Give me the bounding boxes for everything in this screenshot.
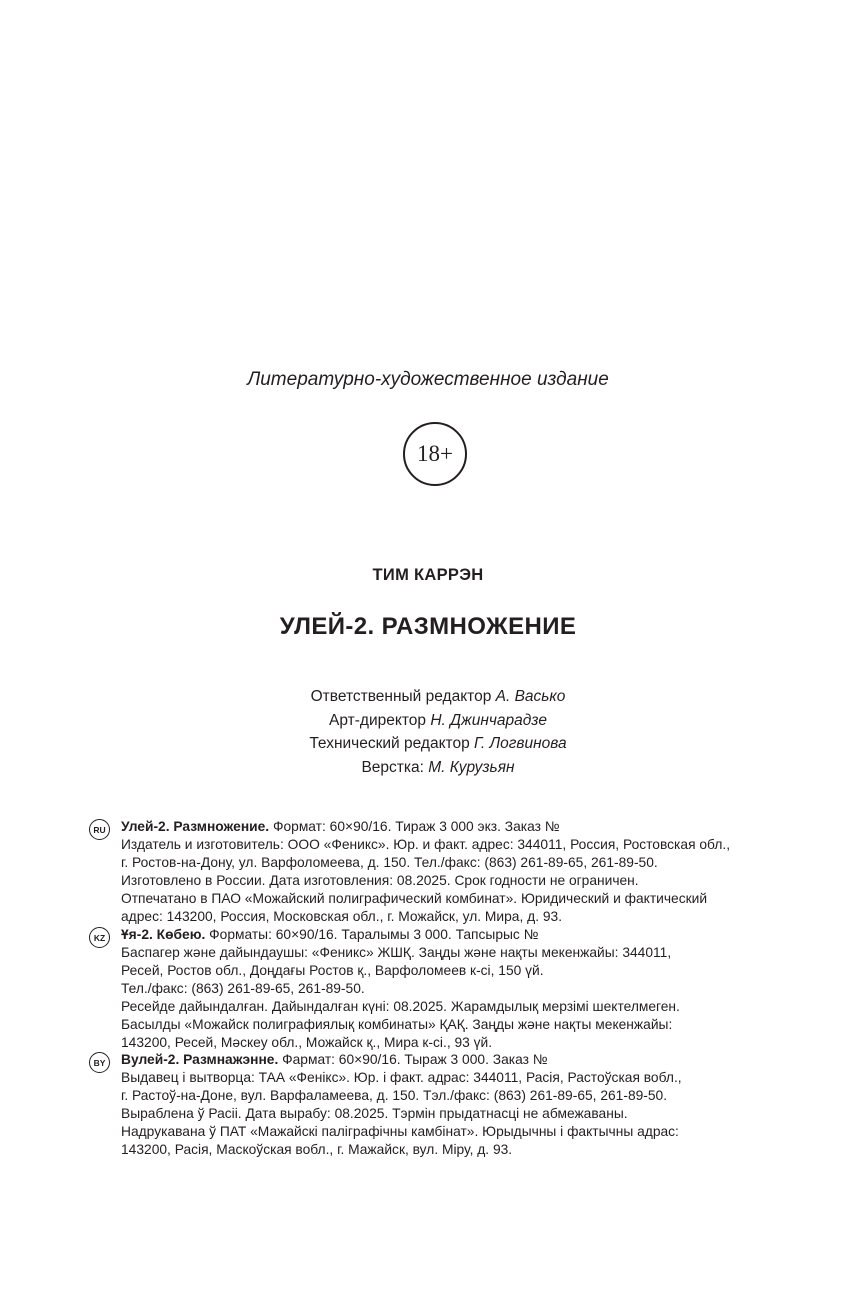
author-name: ТИМ КАРРЭН xyxy=(372,566,484,584)
imprint-ru xyxy=(89,818,809,926)
imprint-by xyxy=(89,1051,809,1159)
lang-ru-icon: RU xyxy=(89,819,110,840)
book-title: УЛЕЙ-2. РАЗМНОЖЕНИЕ xyxy=(279,613,577,640)
credit-line: Технический редактор Г. Логвинова xyxy=(309,735,567,752)
credit-line: Ответственный редактор А. Васько xyxy=(310,688,566,705)
credit-line: Верстка: М. Курузьян xyxy=(361,758,515,776)
lang-by-icon: BY xyxy=(89,1052,110,1073)
credit-line: Арт-директор Н. Джинчарадзе xyxy=(329,711,547,729)
imprint-text: Ұя-2. Көбею. Форматы: 60×90/16. Таралымы 3 000. Тапсырыс № Баспагер және дайындаушы: «Феникс» ЖШҚ. Заңды және нақты мекенжайы: 344011, Ресей, Ростов обл., Доңдағы Ростов қ., Варфоломеев к-сі, 150 үй. Тел./факс: (863) 261-89-65, 261-89-50. Ресейде дайындалған. Дайындалған күні: 08.2025. Жарамдылық мерзімі шектелмеген. Басылды «Можайск полиграфиялық комбинаты» ҚАҚ. Заңды және нақты мекенжайы: 143200, Ресей, Мәскеу обл., Можайск қ., Мира к-сі., 93 үй. xyxy=(121,927,680,1050)
imprint-text: Вулей-2. Размнажэнне. Фармат: 60×90/16. Тыраж 3 000. Заказ № Выдавец і вытворца: ТАА «Фенікс». Юр. і факт. адрас: 344011, Расія, Растоўская вобл., г. Растоў-на-Доне, вул. Варфаламеева, д. 150. Тэл./факс: (863) 261-89-65, 261-89-50. Выраблена ў Расіі. Дата вырабу: 08.2025. Тэрмін прыдатнасці не абмежаваны. Надрукавана ў ПАТ «Мажайскі паліграфічны камбінат». Юрыдычны і фактычны адрас: 143200, Расія, Маскоўская вобл., г. Мажайск, вул. Міру, д. 93. xyxy=(121,1052,682,1157)
imprint-text: Улей-2. Размножение. Формат: 60×90/16. Тираж 3 000 экз. Заказ № Издатель и изготовитель: ООО «Феникс». Юр. и факт. адрес: 344011, Россия, Ростовская обл., г. Ростов-на-Дону, ул. Варфоломеева, д. 150. Тел./факс: (863) 261-89-65, 261-89-50. Изготовлено в России. Дата изготовления: 08.2025. Срок годности не ограничен. Отпечатано в ПАО «Можайский полиграфический комбинат». Юридический и фактический адрес: 143200, Россия, Московская обл., г. Можайск, ул. Мира, д. 93. xyxy=(121,819,731,924)
genre-label: Литературно-художественное издание xyxy=(247,369,609,390)
imprint-kz xyxy=(89,926,809,1052)
age-rating-badge: 18+ xyxy=(403,422,467,486)
credits-block xyxy=(0,685,856,779)
lang-kz-icon: KZ xyxy=(89,927,110,948)
